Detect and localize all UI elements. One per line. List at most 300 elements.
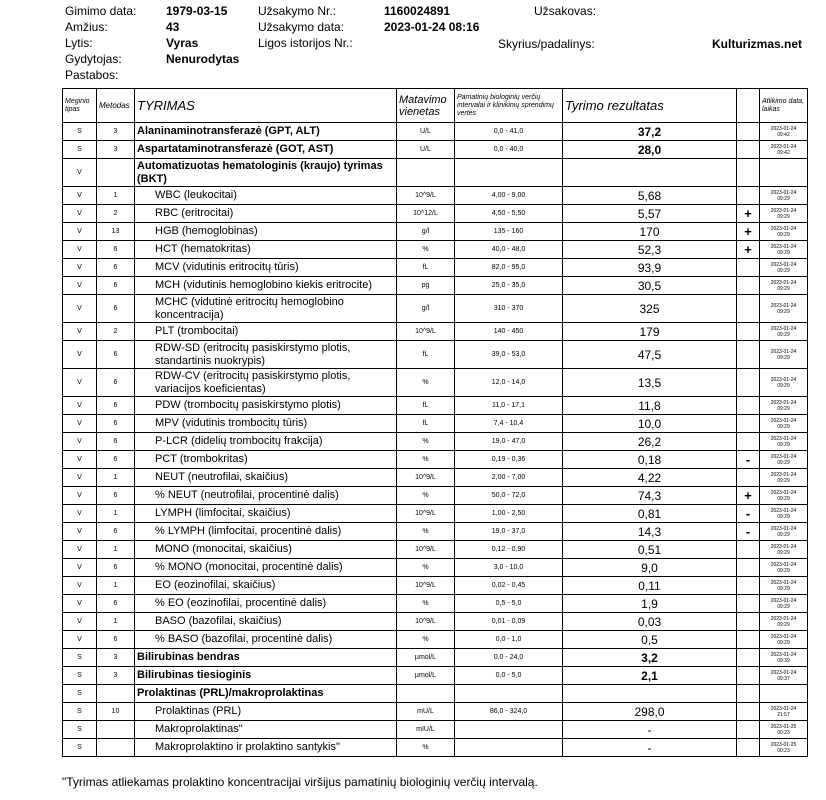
- time-text: 09:29: [777, 513, 790, 520]
- table-row: [63, 469, 808, 487]
- date-text: 2023-01-25: [770, 723, 797, 730]
- time-text: 09:29: [777, 308, 790, 315]
- sample-type-cell: V: [63, 223, 97, 241]
- date-text: 2023-01-24: [770, 597, 797, 604]
- test-name-cell: Aspartataminotransferazė (GOT, AST): [135, 141, 397, 159]
- table-row: [63, 277, 808, 295]
- datetime-cell: [760, 205, 808, 223]
- unit-cell: %: [397, 487, 455, 505]
- time-text: 09:42: [777, 131, 790, 138]
- datetime-cell: [760, 721, 808, 739]
- method-cell: 1: [97, 613, 135, 631]
- sample-type-cell: V: [63, 541, 97, 559]
- notes-label: Pastabos:: [65, 68, 119, 82]
- col-datetime: Atlikimo data, laikas: [760, 89, 808, 123]
- sample-type-cell: V: [63, 487, 97, 505]
- table-row: [63, 259, 808, 277]
- reference-cell: 0,0 - 24,0: [455, 649, 563, 667]
- sample-type-cell: V: [63, 613, 97, 631]
- time-text: 09:29: [777, 495, 790, 502]
- time-text: 09:39: [777, 657, 790, 664]
- date-text: 2023-01-24: [770, 189, 797, 196]
- date-text: 2023-01-24: [770, 302, 797, 309]
- date-text: 2023-01-24: [770, 453, 797, 460]
- unit-cell: µmol/L: [397, 667, 455, 685]
- reference-cell: 135 - 160: [455, 223, 563, 241]
- time-text: 09:29: [777, 477, 790, 484]
- birth-date-label: Gimimo data:: [65, 4, 137, 18]
- time-text: 21:57: [777, 711, 790, 718]
- flag-cell: [737, 277, 760, 295]
- table-row: [63, 541, 808, 559]
- method-cell: 1: [97, 469, 135, 487]
- time-text: 09:29: [777, 549, 790, 556]
- table-row: [63, 369, 808, 397]
- unit-cell: fL: [397, 415, 455, 433]
- method-cell: 1: [97, 505, 135, 523]
- datetime-cell: [760, 649, 808, 667]
- result-cell: 179: [563, 323, 737, 341]
- result-cell: 47,5: [563, 341, 737, 369]
- test-name-cell: RDW-CV (eritrocitų pasiskirstymo plotis, variacijos koeficientas): [135, 369, 397, 397]
- unit-cell: mIU/L: [397, 721, 455, 739]
- age-label: Amžius:: [65, 20, 108, 34]
- date-text: 2023-01-24: [770, 325, 797, 332]
- sample-type-cell: V: [63, 277, 97, 295]
- unit-cell: 10^9/L: [397, 541, 455, 559]
- date-text: 2023-01-24: [770, 489, 797, 496]
- result-cell: 13,5: [563, 369, 737, 397]
- datetime-cell: [760, 323, 808, 341]
- age-value: 43: [166, 20, 180, 34]
- sample-type-cell: V: [63, 415, 97, 433]
- gender-value: Vyras: [166, 36, 199, 50]
- test-name-cell: % EO (eozinofilai, procentinė dalis): [135, 595, 397, 613]
- date-text: 2023-01-24: [770, 705, 797, 712]
- flag-cell: -: [737, 451, 760, 469]
- method-cell: [97, 721, 135, 739]
- reference-cell: 310 - 370: [455, 295, 563, 323]
- time-text: 09:29: [777, 531, 790, 538]
- test-name-cell: P-LCR (didelių trombocitų frakcija): [135, 433, 397, 451]
- result-cell: 0,81: [563, 505, 737, 523]
- result-cell: [563, 685, 737, 703]
- table-row: [63, 141, 808, 159]
- table-row: [63, 159, 808, 187]
- datetime-cell: [760, 415, 808, 433]
- test-name-cell: % LYMPH (limfocitai, procentinė dalis): [135, 523, 397, 541]
- unit-cell: 10^9/L: [397, 469, 455, 487]
- unit-cell: 10^9/L: [397, 505, 455, 523]
- reference-cell: 0,0 - 41,0: [455, 123, 563, 141]
- table-row: [63, 685, 808, 703]
- flag-cell: -: [737, 505, 760, 523]
- table-row: [63, 721, 808, 739]
- reference-cell: 40,0 - 48,0: [455, 241, 563, 259]
- sample-type-cell: V: [63, 341, 97, 369]
- time-text: 09:29: [777, 267, 790, 274]
- flag-cell: [737, 703, 760, 721]
- date-text: 2023-01-24: [770, 261, 797, 268]
- sample-type-cell: V: [63, 523, 97, 541]
- test-name-cell: PDW (trombocitų pasiskirstymo plotis): [135, 397, 397, 415]
- method-cell: 3: [97, 123, 135, 141]
- date-text: 2023-01-24: [770, 561, 797, 568]
- datetime-cell: [760, 187, 808, 205]
- method-cell: 6: [97, 369, 135, 397]
- result-cell: 14,3: [563, 523, 737, 541]
- test-name-cell: NEUT (neutrofilai, skaičius): [135, 469, 397, 487]
- result-cell: 0,18: [563, 451, 737, 469]
- flag-cell: +: [737, 241, 760, 259]
- result-cell: 3,2: [563, 649, 737, 667]
- sample-type-cell: S: [63, 721, 97, 739]
- reference-cell: 0,0 - 5,0: [455, 667, 563, 685]
- col-unit: Matavimo vienetas: [397, 89, 455, 123]
- time-text: 09:29: [777, 441, 790, 448]
- sample-type-cell: V: [63, 259, 97, 277]
- table-header-row: [63, 89, 808, 123]
- result-cell: 0,5: [563, 631, 737, 649]
- sample-type-cell: V: [63, 369, 97, 397]
- result-cell: 0,03: [563, 613, 737, 631]
- datetime-cell: [760, 631, 808, 649]
- table-row: [63, 187, 808, 205]
- time-text: 09:29: [777, 249, 790, 256]
- table-row: [63, 415, 808, 433]
- test-name-cell: Prolaktinas (PRL): [135, 703, 397, 721]
- sample-type-cell: V: [63, 559, 97, 577]
- result-cell: 11,8: [563, 397, 737, 415]
- unit-cell: %: [397, 559, 455, 577]
- method-cell: [97, 685, 135, 703]
- reference-cell: 19,0 - 37,0: [455, 523, 563, 541]
- table-row: [63, 295, 808, 323]
- method-cell: 6: [97, 341, 135, 369]
- result-cell: 9,0: [563, 559, 737, 577]
- table-row: [63, 123, 808, 141]
- test-name-cell: MCH (vidutinis hemoglobino kiekis eritrocite): [135, 277, 397, 295]
- table-row: [63, 559, 808, 577]
- order-number-value: 1160024891: [384, 4, 451, 18]
- time-text: 09:29: [777, 195, 790, 202]
- test-name-cell: Bilirubinas bendras: [135, 649, 397, 667]
- time-text: 09:29: [777, 331, 790, 338]
- sample-type-cell: V: [63, 631, 97, 649]
- unit-cell: fL: [397, 341, 455, 369]
- reference-cell: 4,00 - 9,00: [455, 187, 563, 205]
- datetime-cell: [760, 341, 808, 369]
- datetime-cell: [760, 505, 808, 523]
- patient-header: [0, 0, 826, 88]
- results-table: [62, 88, 808, 757]
- sample-type-cell: V: [63, 187, 97, 205]
- doctor-value: Nenurodytas: [166, 52, 240, 66]
- unit-cell: %: [397, 241, 455, 259]
- datetime-cell: [760, 123, 808, 141]
- time-text: 09:29: [777, 621, 790, 628]
- sample-type-cell: S: [63, 703, 97, 721]
- unit-cell: g/l: [397, 223, 455, 241]
- result-cell: 4,22: [563, 469, 737, 487]
- test-name-cell: RBC (eritrocitai): [135, 205, 397, 223]
- unit-cell: U/L: [397, 141, 455, 159]
- date-text: 2023-01-24: [770, 348, 797, 355]
- flag-cell: [737, 469, 760, 487]
- datetime-cell: [760, 523, 808, 541]
- datetime-cell: [760, 259, 808, 277]
- time-text: 09:29: [777, 423, 790, 430]
- test-name-cell: PCT (trombokritas): [135, 451, 397, 469]
- method-cell: 6: [97, 259, 135, 277]
- datetime-cell: [760, 277, 808, 295]
- birth-date-value: 1979-03-15: [166, 4, 228, 18]
- sample-type-cell: V: [63, 205, 97, 223]
- unit-cell: pg: [397, 277, 455, 295]
- flag-cell: [737, 341, 760, 369]
- method-cell: 6: [97, 397, 135, 415]
- table-row: [63, 523, 808, 541]
- result-cell: 2,1: [563, 667, 737, 685]
- result-cell: 5,68: [563, 187, 737, 205]
- reference-cell: 86,0 - 324,0: [455, 703, 563, 721]
- reference-cell: 0,0 - 1,0: [455, 631, 563, 649]
- table-row: [63, 667, 808, 685]
- sample-type-cell: V: [63, 577, 97, 595]
- reference-cell: 19,0 - 47,0: [455, 433, 563, 451]
- datetime-cell: [760, 613, 808, 631]
- table-row: [63, 649, 808, 667]
- date-text: 2023-01-24: [770, 579, 797, 586]
- result-cell: 52,3: [563, 241, 737, 259]
- time-text: 00:23: [777, 747, 790, 754]
- unit-cell: %: [397, 451, 455, 469]
- method-cell: 3: [97, 141, 135, 159]
- date-text: 2023-01-25: [770, 741, 797, 748]
- method-cell: 1: [97, 541, 135, 559]
- reference-cell: 2,00 - 7,00: [455, 469, 563, 487]
- unit-cell: 10^9/L: [397, 187, 455, 205]
- test-name-cell: WBC (leukocitai): [135, 187, 397, 205]
- flag-cell: [737, 187, 760, 205]
- time-text: 00:23: [777, 729, 790, 736]
- department-label: Skyrius/padalinys:: [498, 37, 595, 51]
- orderer-label: Užsakovas:: [534, 4, 597, 18]
- reference-cell: 0,01 - 0,09: [455, 613, 563, 631]
- unit-cell: 10^9/L: [397, 613, 455, 631]
- table-row: [63, 703, 808, 721]
- datetime-cell: [760, 451, 808, 469]
- time-text: 09:29: [777, 382, 790, 389]
- date-text: 2023-01-24: [770, 669, 797, 676]
- sample-type-cell: S: [63, 123, 97, 141]
- col-sample-type: Mėginio tipas: [63, 89, 97, 123]
- sample-type-cell: V: [63, 505, 97, 523]
- order-number-label: Užsakymo Nr.:: [258, 4, 337, 18]
- table-row: [63, 451, 808, 469]
- reference-cell: 140 - 450: [455, 323, 563, 341]
- result-cell: 298,0: [563, 703, 737, 721]
- col-reference: Pamatinių biologinių verčių intervalai ir klinikinių sprendimų vertės: [455, 89, 563, 123]
- reference-cell: 12,0 - 14,0: [455, 369, 563, 397]
- result-cell: 325: [563, 295, 737, 323]
- test-name-cell: MPV (vidutinis trombocitų tūris): [135, 415, 397, 433]
- method-cell: 6: [97, 451, 135, 469]
- time-text: 09:29: [777, 405, 790, 412]
- flag-cell: [737, 159, 760, 187]
- method-cell: 6: [97, 487, 135, 505]
- method-cell: 1: [97, 577, 135, 595]
- date-text: 2023-01-24: [770, 525, 797, 532]
- table-row: [63, 739, 808, 757]
- reference-cell: 0,0 - 40,0: [455, 141, 563, 159]
- flag-cell: +: [737, 205, 760, 223]
- date-text: 2023-01-24: [770, 376, 797, 383]
- result-cell: 30,5: [563, 277, 737, 295]
- table-row: [63, 487, 808, 505]
- unit-cell: %: [397, 739, 455, 757]
- date-text: 2023-01-24: [770, 225, 797, 232]
- result-cell: 74,3: [563, 487, 737, 505]
- gender-label: Lytis:: [65, 36, 93, 50]
- flag-cell: [737, 577, 760, 595]
- table-row: [63, 223, 808, 241]
- test-name-cell: MCV (vidutinis eritrocitų tūris): [135, 259, 397, 277]
- datetime-cell: [760, 559, 808, 577]
- reference-cell: 0,02 - 0,45: [455, 577, 563, 595]
- unit-cell: [397, 685, 455, 703]
- flag-cell: -: [737, 523, 760, 541]
- sample-type-cell: V: [63, 451, 97, 469]
- date-text: 2023-01-24: [770, 125, 797, 132]
- date-text: 2023-01-24: [770, 399, 797, 406]
- flag-cell: [737, 259, 760, 277]
- flag-cell: [737, 685, 760, 703]
- test-name-cell: PLT (trombocitai): [135, 323, 397, 341]
- method-cell: 3: [97, 649, 135, 667]
- history-number-label: Ligos istorijos Nr.:: [258, 36, 353, 50]
- test-name-cell: HCT (hematokritas): [135, 241, 397, 259]
- method-cell: 6: [97, 595, 135, 613]
- unit-cell: %: [397, 433, 455, 451]
- result-cell: 0,51: [563, 541, 737, 559]
- test-name-cell: Alaninaminotransferazė (GPT, ALT): [135, 123, 397, 141]
- datetime-cell: [760, 469, 808, 487]
- result-cell: 170: [563, 223, 737, 241]
- sample-type-cell: S: [63, 649, 97, 667]
- datetime-cell: [760, 369, 808, 397]
- col-result: Tyrimo rezultatas: [563, 89, 737, 123]
- test-name-cell: Makroprolaktinas": [135, 721, 397, 739]
- method-cell: 6: [97, 433, 135, 451]
- method-cell: 6: [97, 241, 135, 259]
- flag-cell: [737, 667, 760, 685]
- reference-cell: 39,0 - 53,0: [455, 341, 563, 369]
- unit-cell: 10^9/L: [397, 577, 455, 595]
- table-row: [63, 323, 808, 341]
- date-text: 2023-01-24: [770, 143, 797, 150]
- sample-type-cell: S: [63, 667, 97, 685]
- table-row: [63, 341, 808, 369]
- sample-type-cell: V: [63, 433, 97, 451]
- test-name-cell: MONO (monocitai, skaičius): [135, 541, 397, 559]
- footnote: "Tyrimas atliekamas prolaktino koncentracijai viršijus pamatinių biologinių verčių intervalą.: [62, 775, 538, 789]
- test-name-cell: HGB (hemoglobinas): [135, 223, 397, 241]
- method-cell: 13: [97, 223, 135, 241]
- datetime-cell: [760, 487, 808, 505]
- time-text: 09:29: [777, 213, 790, 220]
- reference-cell: 1,00 - 2,50: [455, 505, 563, 523]
- unit-cell: 10^12/L: [397, 205, 455, 223]
- test-name-cell: Bilirubinas tiesioginis: [135, 667, 397, 685]
- flag-cell: [737, 721, 760, 739]
- reference-cell: 0,19 - 0,36: [455, 451, 563, 469]
- flag-cell: [737, 433, 760, 451]
- test-name-cell: RDW-SD (eritrocitų pasiskirstymo plotis, standartinis nuokrypis): [135, 341, 397, 369]
- test-name-cell: Prolaktinas (PRL)/makroprolaktinas: [135, 685, 397, 703]
- sample-type-cell: S: [63, 141, 97, 159]
- sample-type-cell: V: [63, 595, 97, 613]
- reference-cell: 0,12 - 0,90: [455, 541, 563, 559]
- reference-cell: 3,0 - 10,0: [455, 559, 563, 577]
- datetime-cell: [760, 159, 808, 187]
- sample-type-cell: V: [63, 323, 97, 341]
- reference-cell: [455, 739, 563, 757]
- time-text: 09:29: [777, 354, 790, 361]
- date-text: 2023-01-24: [770, 615, 797, 622]
- test-name-cell: MCHC (vidutinė eritrocitų hemoglobino koncentracija): [135, 295, 397, 323]
- datetime-cell: [760, 595, 808, 613]
- unit-cell: %: [397, 631, 455, 649]
- method-cell: 6: [97, 631, 135, 649]
- sample-type-cell: S: [63, 739, 97, 757]
- sample-type-cell: S: [63, 685, 97, 703]
- flag-cell: [737, 295, 760, 323]
- result-cell: 28,0: [563, 141, 737, 159]
- unit-cell: %: [397, 595, 455, 613]
- time-text: 09:29: [777, 585, 790, 592]
- datetime-cell: [760, 433, 808, 451]
- doctor-label: Gydytojas:: [65, 52, 122, 66]
- flag-cell: [737, 649, 760, 667]
- table-row: [63, 595, 808, 613]
- datetime-cell: [760, 685, 808, 703]
- method-cell: [97, 159, 135, 187]
- unit-cell: 10^9/L: [397, 323, 455, 341]
- flag-cell: +: [737, 487, 760, 505]
- datetime-cell: [760, 397, 808, 415]
- test-name-cell: Makroprolaktino ir prolaktino santykis": [135, 739, 397, 757]
- table-row: [63, 241, 808, 259]
- time-text: 09:29: [777, 231, 790, 238]
- flag-cell: [737, 613, 760, 631]
- method-cell: 1: [97, 187, 135, 205]
- method-cell: [97, 739, 135, 757]
- table-row: [63, 505, 808, 523]
- test-name-cell: % BASO (bazofilai, procentinė dalis): [135, 631, 397, 649]
- result-cell: [563, 159, 737, 187]
- method-cell: 3: [97, 667, 135, 685]
- date-text: 2023-01-24: [770, 471, 797, 478]
- method-cell: 6: [97, 559, 135, 577]
- time-text: 09:37: [777, 675, 790, 682]
- reference-cell: 50,0 - 72,0: [455, 487, 563, 505]
- flag-cell: [737, 323, 760, 341]
- flag-cell: [737, 141, 760, 159]
- flag-cell: [737, 739, 760, 757]
- result-cell: 0,11: [563, 577, 737, 595]
- flag-cell: [737, 631, 760, 649]
